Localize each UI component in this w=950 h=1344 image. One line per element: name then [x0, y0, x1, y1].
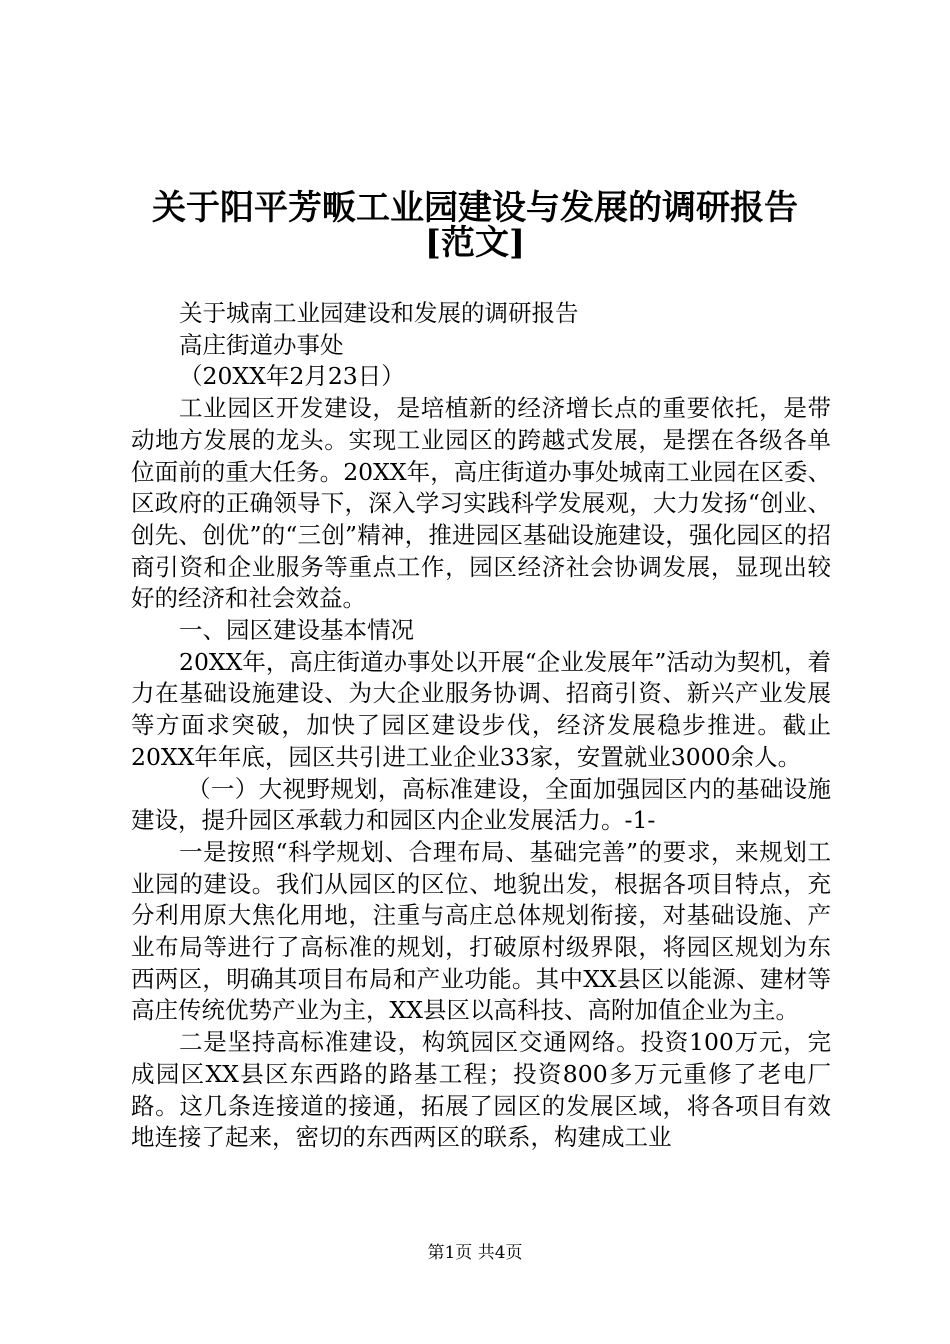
- paragraph: 二是坚持高标准建设，构筑园区交通网络。投资100万元，完成园区XX县区东西路的路基工程；投资800多万元重修了老电厂路。这几条连接道的接通，拓展了园区的发展区域，将各项目有效地连接了起来，密切的东西两区的联系，构建成工业: [131, 1028, 831, 1152]
- section-heading: 一、园区建设基本情况: [179, 616, 414, 645]
- subtitle: 关于城南工业园建设和发展的调研报告: [179, 299, 579, 327]
- document-body: [131, 298, 831, 1154]
- document-title: 关于阳平芳畈工业园建设与发展的调研报告: [152, 188, 798, 228]
- document-title-suffix: [范文]: [424, 223, 526, 263]
- paragraph: 20XX年，高庄街道办事处以开展“企业发展年”活动为契机，着力在基础设施建设、为大企业服务协调、招商引资、新兴产业发展等方面求突破，加快了园区建设步伐，经济发展稳步推进。截止20XX年年底，园区共引进工业企业33家，安置就业3000余人。: [131, 647, 831, 771]
- paragraph: 工业园区开发建设，是培植新的经济增长点的重要依托，是带动地方发展的龙头。实现工业园区的跨越式发展，是摆在各级各单位面前的重大任务。20XX年，高庄街道办事处城南工业园在区委、区政府的正确领导下，深入学习实践科学发展观，大力发扬“创业、创先、创优”的“三创”精神，推进园区基础设施建设，强化园区的招商引资和企业服务等重点工作，园区经济社会协调发展，显现出较好的经济和社会效益。: [131, 394, 831, 613]
- author-line: 高庄街道办事处: [179, 330, 344, 359]
- page-footer: 第1页 共4页: [427, 1243, 523, 1263]
- date-line: （20XX年2月23日）: [179, 362, 405, 391]
- paragraph: 一是按照“科学规划、合理布局、基础完善”的要求，来规划工业园的建设。我们从园区的区位、地貌出发，根据各项目特点，充分利用原大焦化用地，注重与高庄总体规划衔接，对基础设施、产业布局等进行了高标准的规划，打破原村级界限，将园区规划为东西两区，明确其项目布局和产业功能。其中XX县区以能源、建材等高庄传统优势产业为主，XX县区以高科技、高附加值企业为主。: [131, 837, 831, 1025]
- paragraph: （一）大视野规划，高标准建设，全面加强园区内的基础设施建设，提升园区承载力和园区内企业发展活力。-1-: [131, 774, 831, 835]
